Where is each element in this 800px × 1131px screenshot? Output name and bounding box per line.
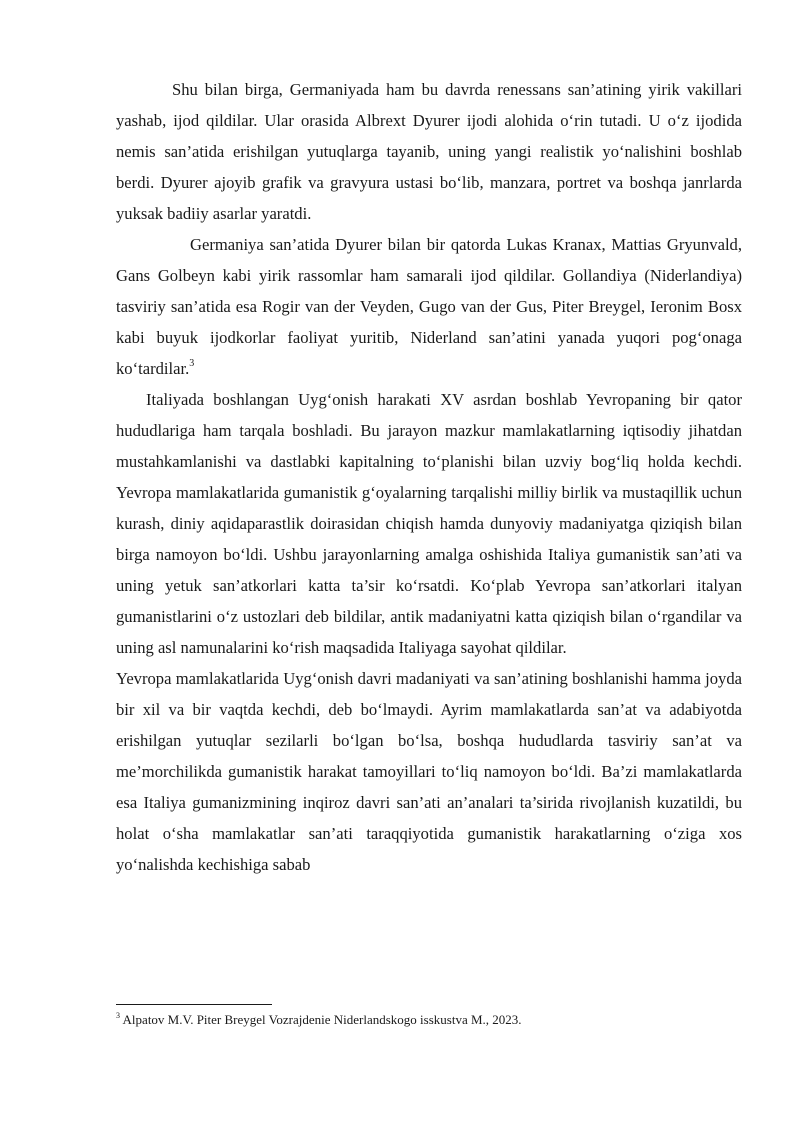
footnote-number: 3 (116, 1010, 120, 1020)
paragraph-text: Germaniya san’atida Dyurer bilan bir qatorda Lukas Kranax, Mattias Gryunvald, Gans Golbeyn kabi yirik rassomlar ham samarali ijod qildilar. Gollandiya (Niderlandiya) tasviriy san’atida esa Rogir van der Veyden, Gugo van der Gus, Piter Breygel, Ieronim Bosx kabi buyuk ijodkorlar faoliyat yuritib, Niderland san’atini yanada yuqori pog‘onaga ko‘tardilar. (116, 235, 742, 378)
footnote-text: Alpatov M.V. Piter Breygel Vozrajdenie Niderlandskogo isskustva M., 2023. (122, 1012, 522, 1027)
footnote-reference[interactable]: 3 (189, 358, 195, 370)
paragraph (116, 663, 742, 880)
footnote-separator (116, 1004, 272, 1005)
paragraph-text: Yevropa mamlakatlarida Uyg‘onish davri madaniyati va san’atining boshlanishi hamma joyda bir xil va bir vaqtda kechdi, deb bo‘lmaydi. Ayrim mamlakatlarda san’at va adabiyotda erishilgan yutuqlar sezilarli bo‘lgan bo‘lsa, boshqa hududlarda tasviriy san’at va me’morchilikda gumanistik harakat tamoyillari to‘liq namoyon bo‘ldi. Ba’zi mamlakatlarda esa Italiya gumanizmining inqiroz davri san’ati an’analari ta’sirida rivojlanish kuzatildi, bu holat o‘sha mamlakatlar san’ati taraqqiyotida gumanistik harakatlarning o‘ziga xos yo‘nalishda kechishiga sabab (116, 669, 742, 874)
paragraph (116, 384, 742, 663)
paragraph (116, 229, 742, 384)
paragraph-text: Italiyada boshlangan Uyg‘onish harakati XV asrdan boshlab Yevropaning bir qator hududlariga ham tarqala boshladi. Bu jarayon mazkur mamlakatlarning iqtisodiy jihatdan mustahkamlanishi va dastlabki kapitalning to‘planishi bilan uzviy bog‘liq holda kechdi. Yevropa mamlakatlarida gumanistik g‘oyalarning tarqalishi milliy birlik va mustaqillik uchun kurash, diniy aqidaparastlik doirasidan chiqish hamda dunyoviy madaniyatga qiziqish bilan birga namoyon bo‘ldi. Ushbu jarayonlarning amalga oshishida Italiya gumanistik san’ati va uning yetuk san’atkorlari katta ta’sir ko‘rsatdi. Ko‘plab Yevropa san’atkorlari italyan gumanistlarini o‘z ustozlari deb bildilar, antik madaniyatni katta qiziqish bilan o‘rgandilar va uning asl namunalarini ko‘rish maqsadida Italiyaga sayohat qildilar. (116, 390, 742, 657)
paragraph (116, 74, 742, 229)
paragraph-text: Shu bilan birga, Germaniyada ham bu davrda renessans san’atining yirik vakillari yashab, ijod qildilar. Ular orasida Albrext Dyurer ijodi alohida o‘rin tutadi. U o‘z ijodida nemis san’atida erishilgan yutuqlarga tayanib, uning yangi realistik yo‘nalishini boshlab berdi. Dyurer ajoyib grafik va gravyura ustasi bo‘lib, manzara, portret va boshqa janrlarda yuksak badiiy asarlar yaratdi. (116, 80, 742, 223)
document-body (116, 74, 742, 880)
footnote (116, 1011, 742, 1029)
